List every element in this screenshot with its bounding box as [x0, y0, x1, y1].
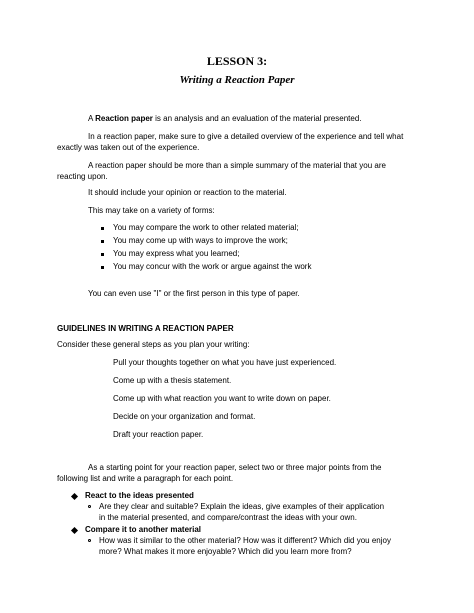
- starting-point-line-1: As a starting point for your reaction paper, select two or three major points from the: [88, 463, 382, 472]
- intro-p1-rest: is an analysis and an evaluation of the material presented.: [152, 114, 362, 123]
- lesson-subtitle: Writing a Reaction Paper: [179, 74, 295, 86]
- hollow-bullet-icon: [88, 505, 91, 508]
- square-bullet-icon: [101, 253, 104, 256]
- diamond-bullet-icon: [71, 527, 78, 534]
- intro-paragraph-3-line-1: A reaction paper should be more than a simple summary of the material that you are: [88, 161, 386, 170]
- point-heading: Compare it to another material: [85, 525, 202, 534]
- point-detail-line-2: more? What makes it more enjoyable? Which did you learn more from?: [99, 547, 352, 556]
- forms-list-item: You may express what you learned;: [113, 249, 240, 258]
- diamond-bullet-icon: [71, 493, 78, 500]
- guideline-step: Draft your reaction paper.: [113, 430, 204, 439]
- intro-paragraph-4: It should include your opinion or reaction to the material.: [88, 188, 287, 197]
- guidelines-heading: GUIDELINES IN WRITING A REACTION PAPER: [57, 324, 234, 333]
- point-detail-line-2: in the material presented, and compare/contrast the ideas with your own.: [99, 513, 357, 522]
- intro-p1-prefix: A: [88, 114, 96, 123]
- point-heading: React to the ideas presented: [85, 491, 194, 500]
- guideline-step: Come up with what reaction you want to write down on paper.: [113, 394, 331, 403]
- lesson-title: LESSON 3:: [206, 54, 268, 68]
- square-bullet-icon: [101, 240, 104, 243]
- reaction-paper-term: Reaction paper: [95, 114, 153, 123]
- guideline-step: Come up with a thesis statement.: [113, 376, 232, 385]
- intro-paragraph-2-line-2: exactly was taken out of the experience.: [57, 143, 200, 152]
- square-bullet-icon: [101, 227, 104, 230]
- guideline-step: Decide on your organization and format.: [113, 412, 256, 421]
- guidelines-intro: Consider these general steps as you plan your writing:: [57, 340, 250, 349]
- point-detail-line-1: How was it similar to the other material? How was it different? Which did you enjoy: [99, 536, 391, 545]
- intro-paragraph-5: This may take on a variety of forms:: [88, 206, 215, 215]
- guideline-step: Pull your thoughts together on what you have just experienced.: [113, 358, 337, 367]
- hollow-bullet-icon: [88, 539, 91, 542]
- intro-paragraph-1: [88, 114, 362, 124]
- intro-paragraph-2-line-1: In a reaction paper, make sure to give a detailed overview of the experience and tell what: [88, 132, 404, 141]
- point-detail-line-1: Are they clear and suitable? Explain the ideas, give examples of their application: [99, 502, 385, 511]
- forms-list-item: You may compare the work to other related material;: [113, 223, 299, 232]
- intro-paragraph-3-line-2: reacting upon.: [57, 172, 108, 181]
- square-bullet-icon: [101, 266, 104, 269]
- forms-list-item: You may concur with the work or argue against the work: [113, 262, 312, 271]
- starting-point-line-2: following list and write a paragraph for each point.: [57, 474, 234, 483]
- first-person-note: You can even use "I" or the first person in this type of paper.: [88, 289, 300, 298]
- forms-list-item: You may come up with ways to improve the work;: [113, 236, 288, 245]
